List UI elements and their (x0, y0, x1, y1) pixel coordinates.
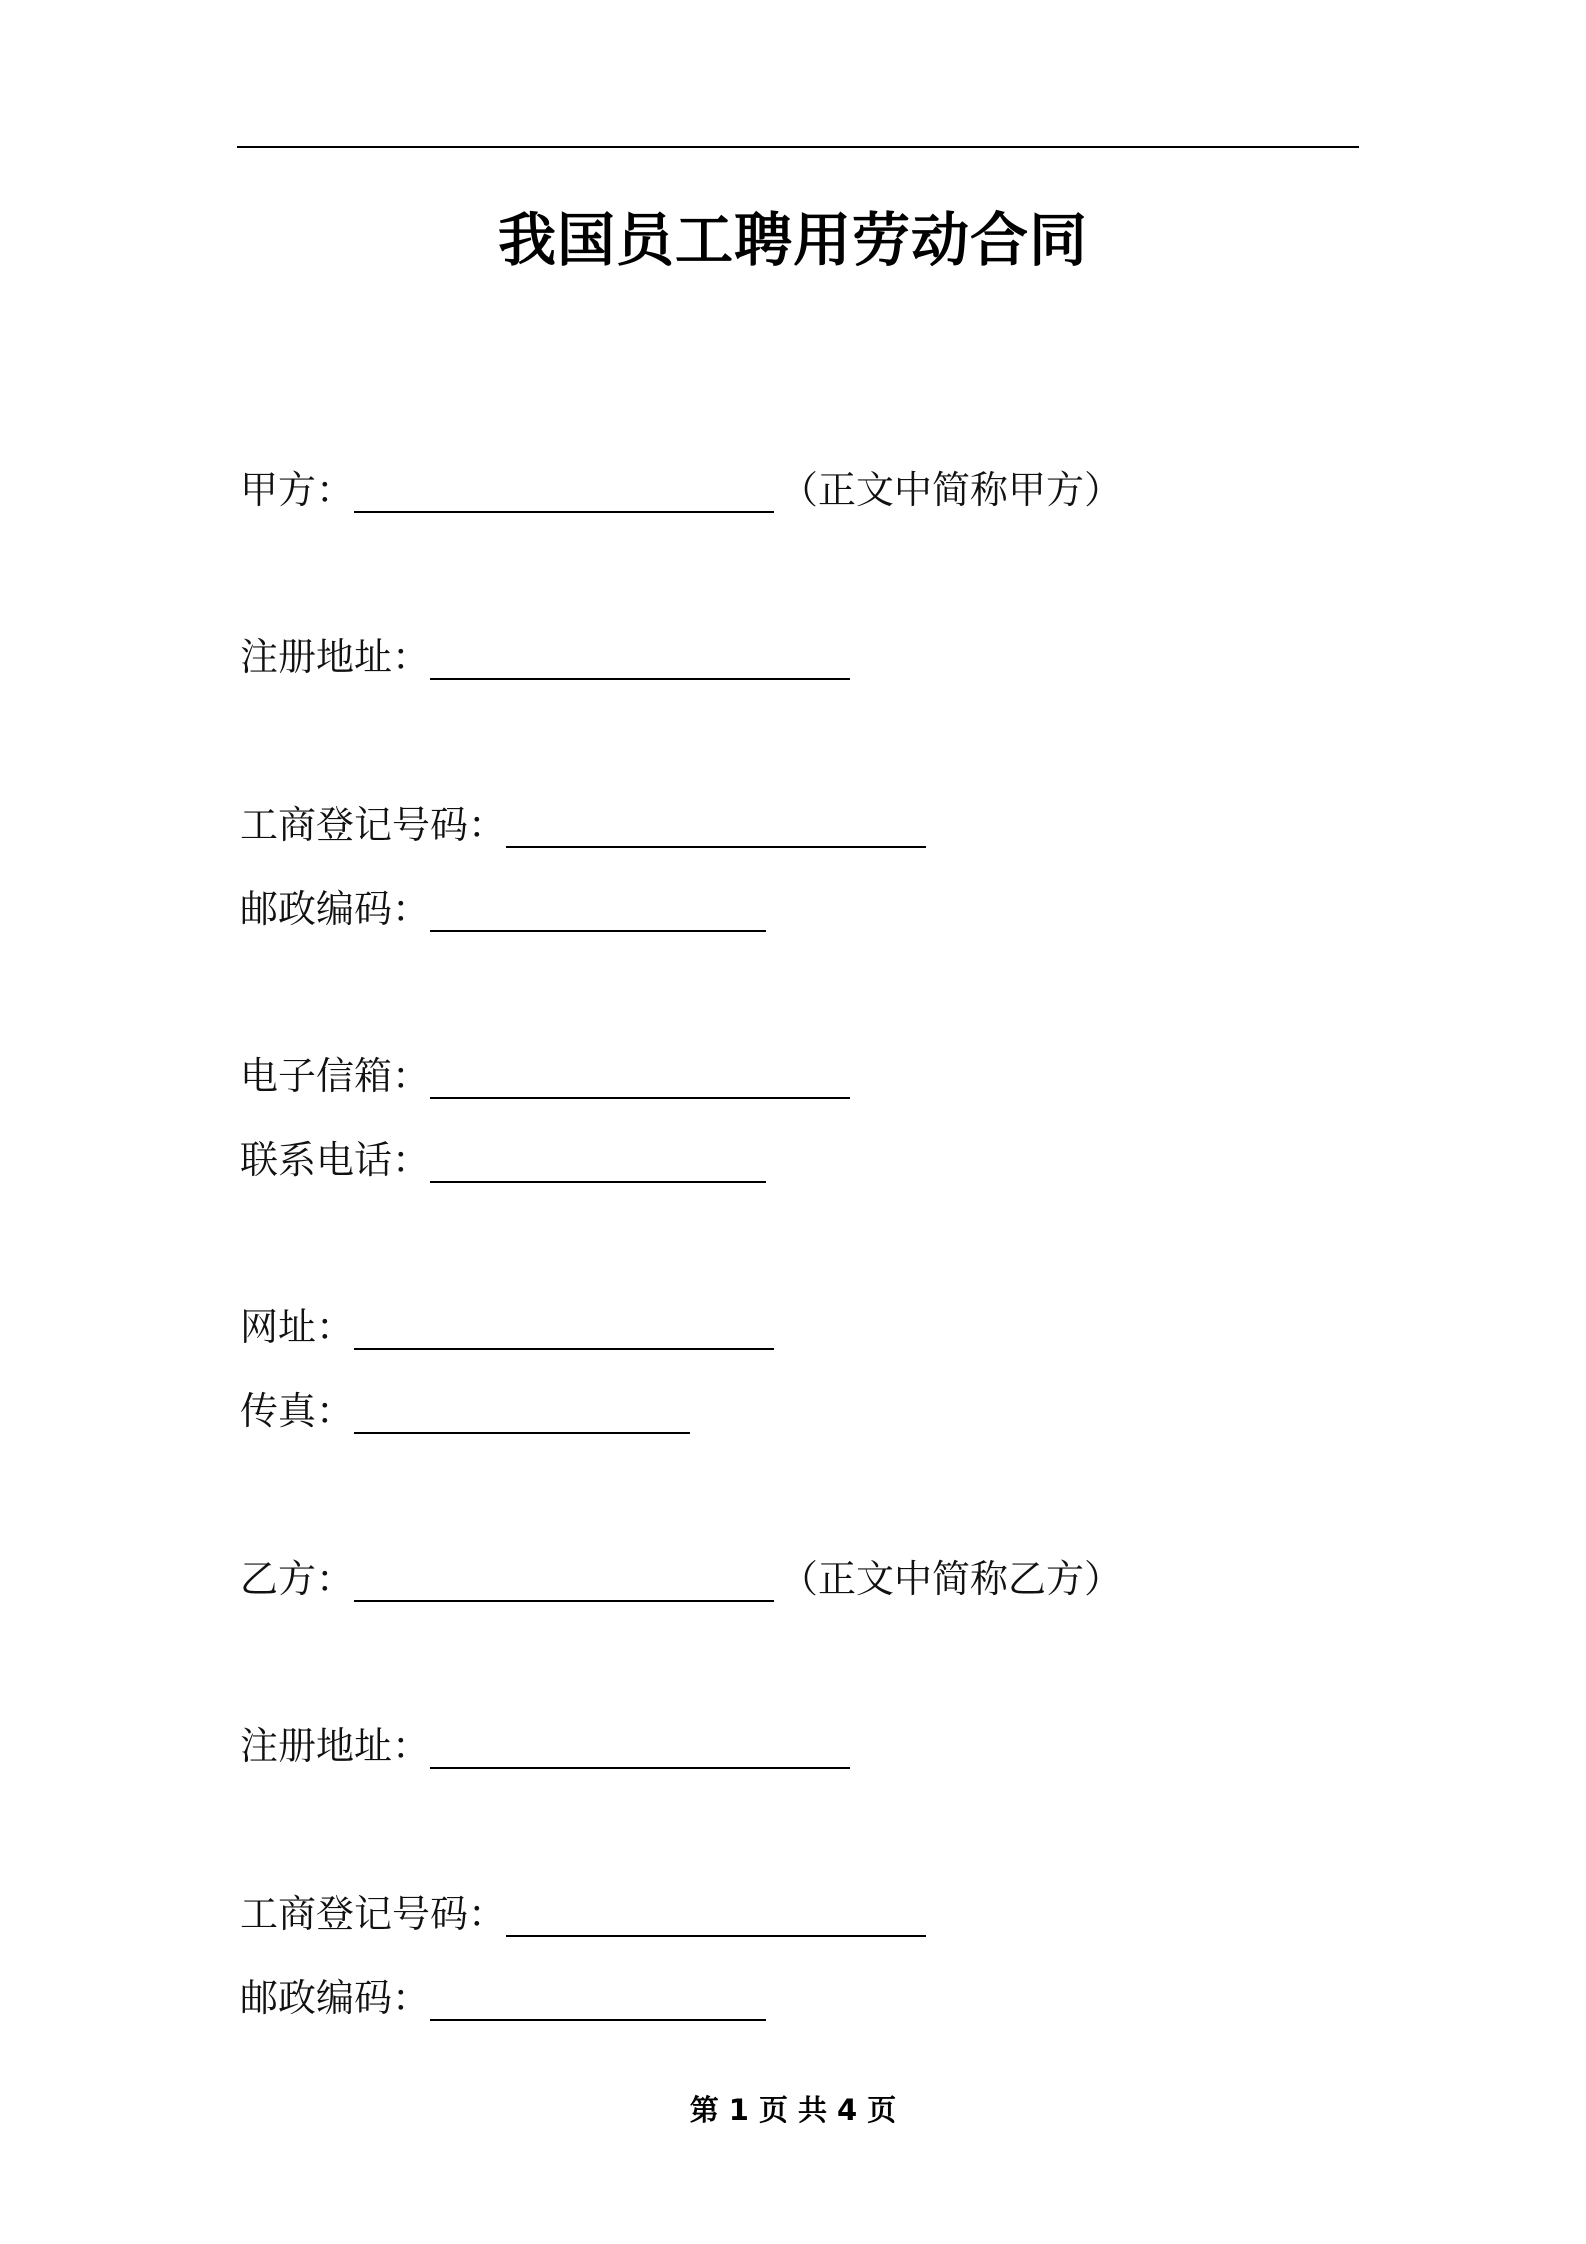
email-label: 电子信箱 (240, 1054, 393, 1098)
party-a-field (240, 455, 1122, 515)
party-a-fax-field (240, 1376, 690, 1436)
party-a-business-registration-field (240, 790, 926, 850)
party-b-label: 乙方 (240, 1557, 317, 1601)
party-b-suffix: （正文中简称乙方） (780, 1557, 1123, 1601)
total-word: 页 (867, 2093, 897, 2127)
colon: ： (316, 1557, 355, 1601)
page-footer (0, 2090, 1586, 2130)
postal-code-label: 邮政编码 (240, 887, 393, 931)
party-a-business-registration-blank[interactable] (506, 802, 926, 848)
party-a-phone-blank[interactable] (430, 1137, 766, 1183)
party-a-email-blank[interactable] (430, 1053, 850, 1099)
colon: ： (316, 1389, 355, 1433)
colon: ： (316, 1305, 355, 1349)
colon: ： (468, 1892, 507, 1936)
page-word: 页 (758, 2093, 788, 2127)
party-b-postal-code-field (240, 1963, 766, 2023)
party-a-suffix: （正文中简称甲方） (780, 468, 1123, 512)
colon: ： (392, 1724, 431, 1768)
registered-address-label: 注册地址 (240, 635, 393, 679)
party-a-registered-address-blank[interactable] (430, 634, 850, 680)
party-a-fax-blank[interactable] (354, 1388, 690, 1434)
party-a-registered-address-field (240, 622, 850, 682)
party-a-label: 甲方 (240, 468, 317, 512)
postal-code-label: 邮政编码 (240, 1976, 393, 2020)
party-b-blank[interactable] (354, 1556, 774, 1602)
business-registration-label: 工商登记号码 (240, 803, 469, 847)
business-registration-label: 工商登记号码 (240, 1892, 469, 1936)
party-a-phone-field (240, 1125, 766, 1185)
colon: ： (392, 635, 431, 679)
party-b-business-registration-field (240, 1879, 926, 1939)
document-title: 我国员工聘用劳动合同 (497, 206, 1088, 274)
registered-address-label: 注册地址 (240, 1724, 393, 1768)
colon: ： (468, 803, 507, 847)
colon: ： (392, 887, 431, 931)
fax-label: 传真 (240, 1389, 317, 1433)
party-a-postal-code-blank[interactable] (430, 886, 766, 932)
page-number: 1 (728, 2093, 749, 2127)
colon: ： (392, 1976, 431, 2020)
website-label: 网址 (240, 1305, 317, 1349)
phone-label: 联系电话 (240, 1138, 393, 1182)
party-a-email-field (240, 1041, 850, 1101)
party-b-postal-code-blank[interactable] (430, 1975, 766, 2021)
party-a-postal-code-field (240, 874, 766, 934)
page-prefix: 第 (689, 2093, 719, 2127)
colon: ： (392, 1138, 431, 1182)
party-a-website-blank[interactable] (354, 1304, 774, 1350)
colon: ： (392, 1054, 431, 1098)
colon: ： (316, 468, 355, 512)
party-a-blank[interactable] (354, 467, 774, 513)
party-a-website-field (240, 1292, 774, 1352)
party-b-registered-address-field (240, 1711, 850, 1771)
party-b-registered-address-blank[interactable] (430, 1723, 850, 1769)
header-rule (237, 146, 1359, 148)
party-b-business-registration-blank[interactable] (506, 1891, 926, 1937)
total-pages: 4 (837, 2093, 858, 2127)
party-b-field (240, 1544, 1122, 1604)
total-prefix: 共 (798, 2093, 828, 2127)
